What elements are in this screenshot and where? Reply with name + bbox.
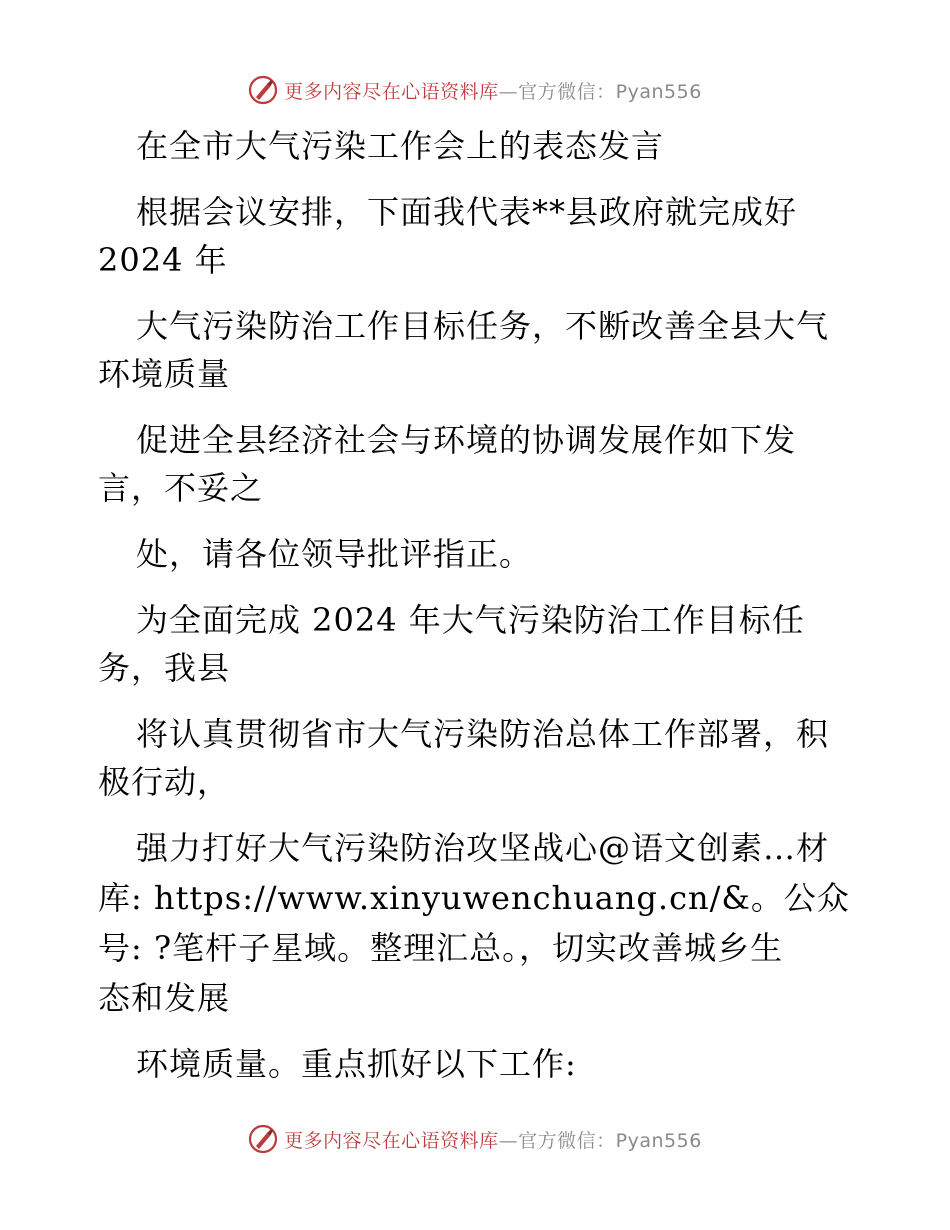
- text-line: 号: ?笔杆子星域。整理汇总。，切实改善城乡生: [98, 929, 784, 967]
- footer-banner: [0, 1119, 950, 1159]
- text-line: 处，请各位领导批评指正。: [136, 535, 533, 573]
- text-line: 根据会议安排，下面我代表**县政府就完成好: [136, 193, 798, 231]
- banner-contact-text: 官方微信：Pyan556: [518, 80, 702, 103]
- text-line: 大气污染防治工作目标任务，不断改善全县大气: [136, 307, 830, 345]
- text-line: 强力打好大气污染防治攻坚战心@语文创素…材: [136, 829, 830, 867]
- header-banner: [0, 70, 950, 110]
- text-line: 环境质量: [98, 355, 231, 393]
- text-line: 2024 年: [98, 241, 228, 279]
- banner-main-text: 更多内容尽在心语资料库: [284, 1129, 499, 1152]
- text-line: 将认真贯彻省市大气污染防治总体工作部署，积: [136, 715, 830, 753]
- banner-text: [284, 1126, 702, 1153]
- text-line: 务，我县: [98, 649, 231, 687]
- text-line: 库: https://www.xinyuwenchuang.cn/&。公众: [98, 879, 850, 917]
- text-line: 为全面完成 2024 年大气污染防治工作目标任: [136, 601, 805, 639]
- text-line: 言，不妥之: [98, 469, 264, 507]
- banner-main-text: 更多内容尽在心语资料库: [284, 80, 499, 103]
- banner-text: [284, 77, 702, 104]
- banner-separator: —: [498, 1129, 519, 1152]
- text-line: 环境质量。重点抓好以下工作:: [136, 1045, 577, 1083]
- text-line: 极行动，: [98, 763, 231, 801]
- quill-pen-logo-icon: [248, 1124, 278, 1154]
- document-title: 在全市大气污染工作会上的表态发言: [136, 127, 665, 165]
- banner-contact-text: 官方微信：Pyan556: [518, 1129, 702, 1152]
- text-line: 态和发展: [98, 979, 231, 1017]
- text-line: 促进全县经济社会与环境的协调发展作如下发: [136, 421, 797, 459]
- document-body: [98, 120, 858, 1083]
- quill-pen-logo-icon: [248, 75, 278, 105]
- banner-separator: —: [498, 80, 519, 103]
